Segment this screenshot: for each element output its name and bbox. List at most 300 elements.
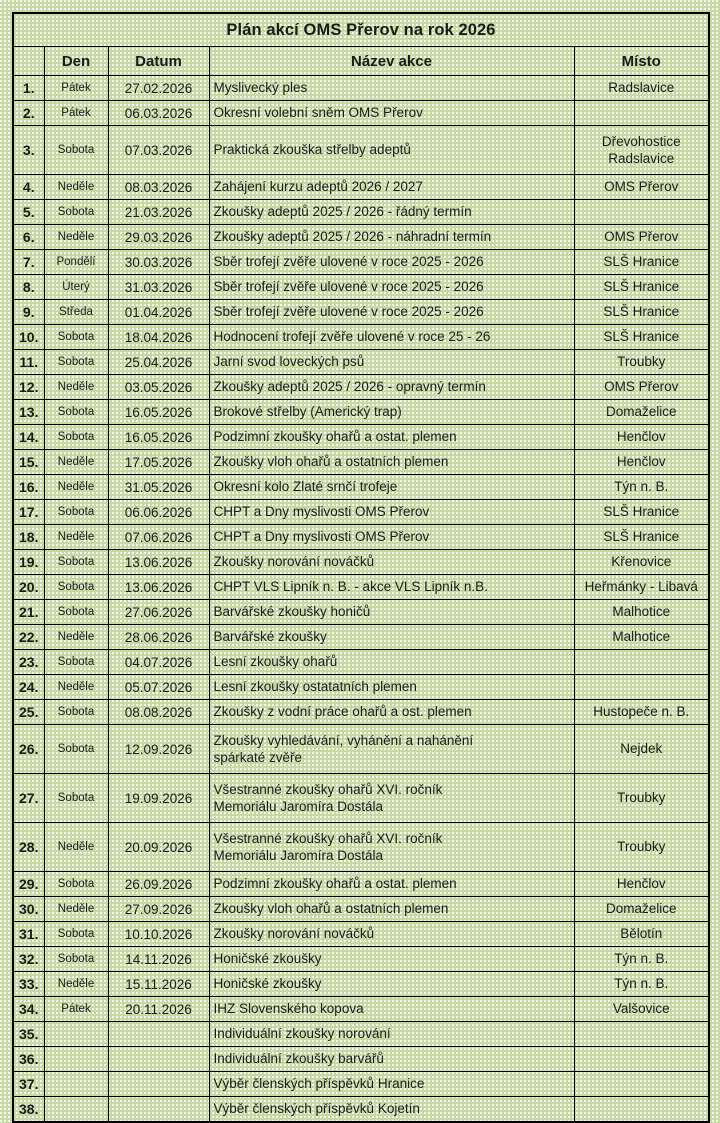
table-row: [13, 76, 709, 101]
cell-place: [574, 425, 709, 450]
text-line: spárkaté zvěře: [213, 750, 303, 765]
text-line: 31.03.2026: [124, 279, 193, 295]
text-line: Henčlov: [616, 876, 666, 892]
cell-day: [44, 600, 108, 625]
cell-event-name: [209, 550, 574, 575]
text-line: Lesní zkoušky ostatatních plemen: [213, 679, 417, 695]
text-line: Sobota: [57, 331, 95, 343]
text-line: Pátek: [61, 107, 91, 119]
text-line: Honičské zkoušky: [213, 951, 322, 967]
text-line: Neděle: [57, 978, 95, 990]
table-row: [13, 175, 709, 200]
table-row: [13, 1047, 709, 1072]
cell-day: [44, 947, 108, 972]
table-row: [13, 774, 709, 823]
cell-place: [574, 774, 709, 823]
text-line: Týn n. B.: [614, 951, 669, 967]
text-line: 14.11.2026: [125, 951, 192, 967]
text-line: Sběr trofejí zvěře ulovené v roce 2025 - 2026: [213, 254, 484, 270]
cell-day: [44, 897, 108, 922]
text-line: 25.04.2026: [124, 354, 193, 370]
cell-place: [574, 300, 709, 325]
cell-event-name: [209, 1022, 574, 1047]
cell-place: [574, 400, 709, 425]
text-line: Barvářské zkoušky honičů: [213, 604, 371, 620]
text-line: 33.: [19, 976, 39, 992]
text-line: Domaželice: [606, 901, 677, 917]
cell-place: [574, 550, 709, 575]
table-body: [13, 13, 709, 1122]
cell-date: [108, 350, 209, 375]
cell-day: [44, 475, 108, 500]
column-header-date: Datum: [108, 47, 209, 76]
cell-number: [13, 475, 44, 500]
text-line: 2.: [22, 105, 35, 121]
text-line: 30.: [19, 901, 39, 917]
cell-day: [44, 101, 108, 126]
cell-day: [44, 175, 108, 200]
cell-event-name: [209, 575, 574, 600]
cell-number: [13, 550, 44, 575]
header-row: [13, 47, 709, 76]
text-line: Neděle: [57, 456, 95, 468]
cell-event-name: [209, 897, 574, 922]
text-line: 27.09.2026: [124, 901, 193, 917]
title-row: [13, 13, 709, 47]
cell-event-name: [209, 175, 574, 200]
column-header-name: Název akce: [209, 47, 574, 76]
text-line: 11.: [19, 354, 39, 370]
cell-event-name: [209, 650, 574, 675]
text-line: Zkoušky vloh ohařů a ostatních plemen: [213, 454, 449, 470]
table-row: [13, 400, 709, 425]
text-line: SLŠ Hranice: [603, 529, 680, 545]
cell-event-name: [209, 250, 574, 275]
text-line: Praktická zkouška střelby adeptů: [213, 142, 411, 158]
cell-date: [108, 175, 209, 200]
cell-date: [108, 200, 209, 225]
text-line: Troubky: [617, 790, 666, 806]
text-line: 13.06.2026: [124, 554, 193, 570]
column-header-day: Den: [44, 47, 108, 76]
cell-place: [574, 650, 709, 675]
cell-number: [13, 450, 44, 475]
cell-place: [574, 922, 709, 947]
cell-number: [13, 175, 44, 200]
text-line: 15.: [19, 454, 39, 470]
cell-day: [44, 625, 108, 650]
cell-date: [108, 575, 209, 600]
table-row: [13, 375, 709, 400]
cell-date: [108, 947, 209, 972]
cell-date: [108, 774, 209, 823]
text-line: 16.: [19, 479, 39, 495]
text-line: Hodnocení trofejí zvěře ulovené v roce 25 - 26: [213, 329, 491, 345]
cell-date: [108, 1047, 209, 1072]
cell-number: [13, 325, 44, 350]
text-line: Zkoušky norování nováčků: [213, 554, 375, 570]
text-line: 23.: [19, 654, 39, 670]
text-line: 13.06.2026: [124, 579, 193, 595]
text-line: Memoriálu Jaromíra Dostála: [213, 848, 384, 863]
text-line: 27.06.2026: [124, 604, 193, 620]
cell-number: [13, 725, 44, 774]
table-row: [13, 475, 709, 500]
table-row: [13, 500, 709, 525]
text-line: 07.06.2026: [124, 529, 193, 545]
text-line: 15.11.2026: [125, 976, 192, 992]
text-line: Valšovice: [612, 1001, 670, 1017]
text-line: 3.: [22, 142, 35, 158]
text-line: Lesní zkoušky ohařů: [213, 654, 338, 670]
text-line: 9.: [22, 304, 35, 320]
table-row: [13, 225, 709, 250]
cell-date: [108, 300, 209, 325]
table-row: [13, 1072, 709, 1097]
text-line: 29.03.2026: [124, 229, 193, 245]
table-row: [13, 300, 709, 325]
table-row: [13, 325, 709, 350]
cell-event-name: [209, 725, 574, 774]
text-line: Neděle: [57, 531, 95, 543]
text-line: Radslavice: [608, 80, 675, 96]
text-line: Hustopeče n. B.: [593, 704, 690, 720]
cell-date: [108, 375, 209, 400]
cell-date: [108, 972, 209, 997]
cell-number: [13, 375, 44, 400]
text-line: Nejdek: [620, 741, 663, 757]
text-line: Sobota: [57, 606, 95, 618]
text-line: SLŠ Hranice: [603, 254, 680, 270]
text-line: 21.: [19, 604, 39, 620]
text-line: Troubky: [617, 839, 666, 855]
text-line: 04.07.2026: [124, 654, 193, 670]
cell-number: [13, 425, 44, 450]
cell-date: [108, 500, 209, 525]
text-line: Zkoušky norování nováčků: [213, 926, 375, 942]
cell-event-name: [209, 225, 574, 250]
cell-day: [44, 675, 108, 700]
text-line: Neděle: [57, 681, 95, 693]
cell-event-name: [209, 300, 574, 325]
cell-number: [13, 1097, 44, 1123]
text-line: 31.05.2026: [124, 479, 193, 495]
text-line: 20.: [19, 579, 39, 595]
table-row: [13, 450, 709, 475]
cell-number: [13, 972, 44, 997]
text-line: Myslivecký ples: [213, 80, 308, 96]
cell-place: [574, 600, 709, 625]
text-line: Sobota: [57, 878, 95, 890]
cell-place: [574, 1097, 709, 1123]
cell-number: [13, 200, 44, 225]
cell-event-name: [209, 425, 574, 450]
cell-day: [44, 1047, 108, 1072]
cell-date: [108, 250, 209, 275]
text-line: 1.: [22, 80, 35, 96]
cell-day: [44, 823, 108, 872]
column-header-place: Místo: [574, 47, 709, 76]
text-line: 36.: [19, 1051, 39, 1067]
text-line: 22.: [19, 629, 39, 645]
cell-event-name: [209, 997, 574, 1022]
text-line: Sobota: [57, 706, 95, 718]
text-line: Všestranné zkoušky ohařů XVI. ročník: [213, 781, 443, 797]
text-line: CHPT a Dny myslivosti OMS Přerov: [213, 504, 430, 520]
cell-date: [108, 450, 209, 475]
cell-day: [44, 1022, 108, 1047]
cell-place: [574, 250, 709, 275]
text-line: Sobota: [57, 581, 95, 593]
cell-event-name: [209, 872, 574, 897]
text-line: 16.05.2026: [124, 429, 193, 445]
cell-place: [574, 823, 709, 872]
cell-number: [13, 525, 44, 550]
cell-event-name: [209, 972, 574, 997]
text-line: 10.10.2026: [124, 926, 193, 942]
cell-event-name: [209, 600, 574, 625]
text-line: Křenovice: [611, 554, 672, 570]
cell-day: [44, 700, 108, 725]
text-line: Zkoušky vloh ohařů a ostatních plemen: [213, 901, 449, 917]
cell-day: [44, 972, 108, 997]
cell-event-name: [209, 200, 574, 225]
cell-number: [13, 76, 44, 101]
text-line: 08.08.2026: [124, 704, 193, 720]
cell-place: [574, 725, 709, 774]
column-header-number: [13, 47, 44, 76]
text-line: OMS Přerov: [604, 179, 679, 195]
text-line: 17.05.2026: [124, 454, 193, 470]
text-line: 32.: [19, 951, 39, 967]
cell-day: [44, 275, 108, 300]
text-line: SLŠ Hranice: [603, 504, 680, 520]
cell-event-name: [209, 947, 574, 972]
text-line: 8.: [22, 279, 35, 295]
table-row: [13, 200, 709, 225]
text-line: Sobota: [57, 356, 95, 368]
cell-day: [44, 425, 108, 450]
cell-day: [44, 300, 108, 325]
table-row: [13, 250, 709, 275]
text-line: Všestranné zkoušky ohařů XVI. ročník: [213, 830, 443, 846]
cell-event-name: [209, 500, 574, 525]
cell-place: [574, 1047, 709, 1072]
text-line: 38.: [19, 1101, 39, 1117]
text-line: 12.09.2026: [124, 741, 193, 757]
text-line: Sobota: [57, 792, 95, 804]
text-line: SLŠ Hranice: [603, 329, 680, 345]
text-line: 35.: [19, 1026, 39, 1042]
cell-place: [574, 101, 709, 126]
text-line: 18.: [19, 529, 39, 545]
cell-day: [44, 922, 108, 947]
table-row: [13, 823, 709, 872]
text-line: 18.04.2026: [124, 329, 193, 345]
text-line: Barvářské zkoušky: [213, 629, 327, 645]
cell-day: [44, 525, 108, 550]
text-line: 06.06.2026: [124, 504, 193, 520]
cell-date: [108, 600, 209, 625]
text-line: Sobota: [57, 928, 95, 940]
cell-place: [574, 375, 709, 400]
cell-place: [574, 200, 709, 225]
text-line: 6.: [22, 229, 35, 245]
text-line: 17.: [19, 504, 39, 520]
text-line: Týn n. B.: [614, 479, 669, 495]
cell-day: [44, 997, 108, 1022]
cell-number: [13, 250, 44, 275]
cell-day: [44, 76, 108, 101]
cell-number: [13, 774, 44, 823]
cell-day: [44, 225, 108, 250]
text-line: Neděle: [57, 181, 95, 193]
text-line: 34.: [19, 1001, 39, 1017]
table-row: [13, 1022, 709, 1047]
text-line: Neděle: [57, 381, 95, 393]
cell-number: [13, 1047, 44, 1072]
cell-place: [574, 225, 709, 250]
cell-date: [108, 872, 209, 897]
text-line: Neděle: [57, 631, 95, 643]
text-line: 07.03.2026: [124, 142, 193, 158]
cell-day: [44, 400, 108, 425]
cell-place: [574, 575, 709, 600]
cell-place: [574, 325, 709, 350]
text-line: Neděle: [57, 481, 95, 493]
cell-place: [574, 525, 709, 550]
text-line: Týn n. B.: [614, 976, 669, 992]
text-line: CHPT a Dny myslivosti OMS Přerov: [213, 529, 430, 545]
text-line: Heřmánky - Libavá: [584, 579, 698, 595]
cell-number: [13, 400, 44, 425]
text-line: 05.07.2026: [124, 679, 193, 695]
cell-number: [13, 225, 44, 250]
cell-number: [13, 126, 44, 175]
text-line: Okresní volební sněm OMS Přerov: [213, 105, 423, 121]
table-row: [13, 997, 709, 1022]
cell-number: [13, 897, 44, 922]
text-line: 03.05.2026: [124, 379, 193, 395]
cell-number: [13, 1072, 44, 1097]
cell-event-name: [209, 823, 574, 872]
cell-day: [44, 450, 108, 475]
cell-place: [574, 500, 709, 525]
cell-day: [44, 325, 108, 350]
text-line: 08.03.2026: [124, 179, 193, 195]
cell-place: [574, 175, 709, 200]
cell-date: [108, 625, 209, 650]
text-line: Dřevohostice: [601, 133, 681, 149]
text-line: Individuální zkoušky barvářů: [213, 1051, 384, 1067]
cell-date: [108, 275, 209, 300]
text-line: Okresní kolo Zlaté srnčí trofeje: [213, 479, 398, 495]
cell-event-name: [209, 475, 574, 500]
text-line: Troubky: [617, 354, 666, 370]
events-plan-table: [12, 12, 710, 1123]
text-line: Sobota: [57, 144, 95, 156]
cell-number: [13, 500, 44, 525]
cell-place: [574, 997, 709, 1022]
table-row: [13, 700, 709, 725]
cell-event-name: [209, 625, 574, 650]
cell-day: [44, 1097, 108, 1123]
cell-day: [44, 575, 108, 600]
cell-number: [13, 650, 44, 675]
text-line: Malhotice: [612, 629, 671, 645]
cell-event-name: [209, 101, 574, 126]
text-line: SLŠ Hranice: [603, 279, 680, 295]
cell-event-name: [209, 76, 574, 101]
text-line: 25.: [19, 704, 39, 720]
cell-date: [108, 1072, 209, 1097]
cell-place: [574, 1022, 709, 1047]
table-row: [13, 126, 709, 175]
cell-number: [13, 350, 44, 375]
text-line: Podzimní zkoušky ohařů a ostat. plemen: [213, 429, 457, 445]
text-line: Sobota: [57, 406, 95, 418]
cell-place: [574, 76, 709, 101]
cell-place: [574, 275, 709, 300]
text-line: 29.: [19, 876, 39, 892]
cell-day: [44, 774, 108, 823]
cell-date: [108, 823, 209, 872]
cell-day: [44, 650, 108, 675]
table-row: [13, 650, 709, 675]
table-row: [13, 525, 709, 550]
table-row: [13, 972, 709, 997]
text-line: 28.06.2026: [124, 629, 193, 645]
cell-number: [13, 872, 44, 897]
text-line: Domaželice: [606, 404, 677, 420]
cell-day: [44, 350, 108, 375]
table-row: [13, 675, 709, 700]
cell-event-name: [209, 774, 574, 823]
cell-event-name: [209, 400, 574, 425]
cell-date: [108, 425, 209, 450]
text-line: 27.02.2026: [124, 80, 193, 96]
text-line: Henčlov: [616, 429, 666, 445]
text-line: 01.04.2026: [124, 304, 193, 320]
table-row: [13, 550, 709, 575]
cell-day: [44, 126, 108, 175]
cell-day: [44, 500, 108, 525]
text-line: 5.: [22, 204, 35, 220]
text-line: 4.: [22, 179, 35, 195]
cell-place: [574, 350, 709, 375]
cell-date: [108, 922, 209, 947]
cell-event-name: [209, 1072, 574, 1097]
text-line: IHZ Slovenského kopova: [213, 1001, 364, 1017]
cell-day: [44, 375, 108, 400]
cell-number: [13, 625, 44, 650]
cell-place: [574, 897, 709, 922]
text-line: Memoriálu Jaromíra Dostála: [213, 799, 384, 814]
cell-event-name: [209, 922, 574, 947]
text-line: Zkoušky adeptů 2025 / 2026 - opravný termín: [213, 379, 486, 395]
cell-number: [13, 997, 44, 1022]
cell-day: [44, 250, 108, 275]
cell-date: [108, 550, 209, 575]
text-line: Sobota: [57, 953, 95, 965]
cell-event-name: [209, 1047, 574, 1072]
cell-place: [574, 972, 709, 997]
table-row: [13, 1097, 709, 1123]
text-line: Zkoušky adeptů 2025 / 2026 - řádný termín: [213, 204, 472, 220]
table-row: [13, 101, 709, 126]
table-row: [13, 600, 709, 625]
cell-event-name: [209, 1097, 574, 1123]
